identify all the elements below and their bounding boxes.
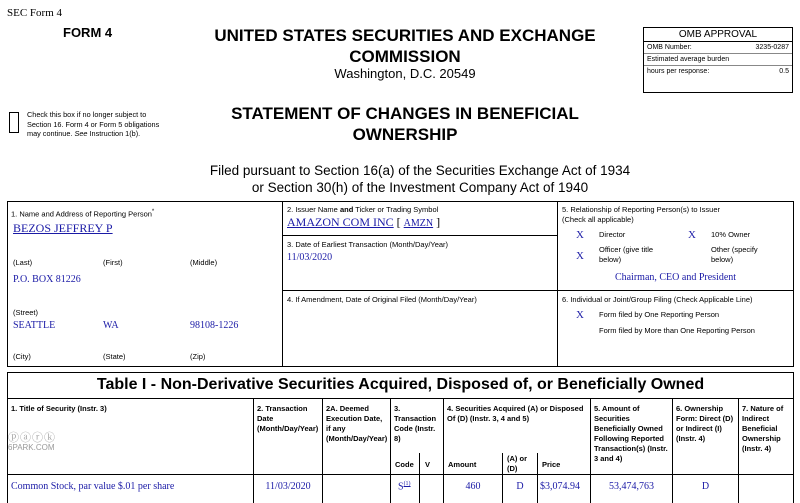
reporting-person-name-link[interactable]: BEZOS JEFFREY P	[13, 221, 113, 235]
director-label: Director	[599, 230, 626, 239]
box5-label: 5. Relationship of Reporting Person(s) to Issuer (Check all applicable)	[562, 205, 720, 224]
row-transaction-date: 11/03/2020	[265, 481, 311, 492]
filed-line-2: or Section 30(h) of the Investment Company Act of 1940	[251, 180, 589, 195]
box3-label: 3. Date of Earliest Transaction (Month/Day/Year)	[287, 240, 449, 249]
officer-label: Officer (give title below)	[599, 245, 654, 264]
col-transaction-code: 3. Transaction Code (Instr. 8)	[394, 404, 437, 443]
grid-line	[7, 366, 794, 367]
street-label: (Street)	[13, 308, 39, 317]
grid-line	[282, 290, 793, 291]
subcol-price: Price	[542, 460, 561, 469]
watermark-text: 6PARK.COM	[8, 443, 55, 452]
officer-mark: X	[576, 250, 584, 262]
col-ownership-form: 6. Ownership Form: Direct (D) or Indirect (I) (Instr. 4)	[676, 404, 734, 443]
commission-line-2: COMMISSION	[349, 47, 461, 66]
city-value: SEATTLE	[13, 320, 56, 331]
director-mark: X	[576, 229, 584, 241]
row-amount: 460	[465, 481, 481, 492]
issuer-line: AMAZON COM INC [ AMZN ]	[287, 215, 441, 229]
subcol-amount: Amount	[448, 460, 477, 469]
zip-value: 98108-1226	[190, 320, 239, 331]
filed-line-1: Filed pursuant to Section 16(a) of the Securities Exchange Act of 1934	[209, 163, 631, 178]
one-person-mark: X	[576, 309, 584, 321]
box1-label: 1. Name and Address of Reporting Person*	[11, 209, 155, 219]
subcol-code: Code	[395, 460, 414, 469]
col-title-of-security: 1. Title of Security (Instr. 3)	[11, 404, 107, 413]
checkbox-note: Check this box if no longer subject to Section 16. Form 4 or Form 5 obligations may continue. See Instruction 1(b).	[27, 110, 160, 139]
col-amount-owned: 5. Amount of Securities Beneficially Owned Following Reported Transaction(s) (Instr. 3 and 4)	[594, 404, 668, 463]
statement-line-2: OWNERSHIP	[352, 125, 458, 144]
statement-line-1: STATEMENT OF CHANGES IN BENEFICIAL	[231, 104, 579, 123]
omb-title: OMB APPROVAL	[644, 28, 792, 42]
more-person-label: Form filed by More than One Reporting Person	[599, 326, 755, 335]
grid-line	[7, 201, 794, 202]
grid-line	[7, 201, 8, 367]
col-transaction-date: 2. Transaction Date (Month/Day/Year)	[257, 404, 319, 433]
commission-title	[180, 25, 630, 67]
last-label: (Last)	[13, 258, 33, 267]
row-amount-owned: 53,474,763	[609, 481, 654, 492]
subcol-v: V	[425, 460, 431, 469]
box2-label: 2. Issuer Name and Ticker or Trading Symbol	[287, 205, 439, 214]
omb-approval-box	[643, 27, 793, 93]
col-sep	[537, 453, 538, 503]
form-title: FORM 4	[63, 25, 113, 40]
state-value: WA	[103, 320, 119, 331]
col-deemed-execution: 2A. Deemed Execution Date, if any (Month/Day/Year)	[326, 404, 388, 443]
watermark-glyphs: ⓟⓐⓡⓚ	[8, 432, 56, 444]
one-person-label: Form filed by One Reporting Person	[599, 310, 720, 319]
grid-line	[557, 201, 558, 367]
row-title-of-security: Common Stock, par value $.01 per share	[11, 481, 175, 492]
row-a-or-d: D	[516, 481, 524, 492]
sec-form-label: SEC Form 4	[7, 7, 63, 19]
row-ownership-form: D	[701, 481, 710, 492]
middle-label: (Middle)	[190, 258, 218, 267]
location: Washington, D.C. 20549	[334, 66, 476, 81]
earliest-transaction-date: 11/03/2020	[287, 252, 333, 263]
city-label: (City)	[13, 352, 31, 361]
grid-line	[282, 235, 557, 236]
footnote-link[interactable]: (1)	[403, 481, 411, 487]
box4-label: 4. If Amendment, Date of Original Filed (Month/Day/Year)	[287, 295, 477, 304]
row-code: $S^{(1)}$	[398, 481, 411, 493]
ten-percent-owner-label: 10% Owner	[711, 230, 751, 239]
officer-title: Chairman, CEO and President	[614, 272, 737, 283]
ticker-link[interactable]: AMZN	[403, 218, 434, 229]
subcol-a-or-d: (A) or (D)	[507, 454, 527, 473]
state-label: (State)	[103, 352, 126, 361]
col-securities-acquired: 4. Securities Acquired (A) or Disposed Of (D) (Instr. 3, 4 and 5)	[447, 404, 584, 423]
col-nature-indirect: 7. Nature of Indirect Beneficial Ownership (Instr. 4)	[742, 404, 784, 453]
col-sep	[322, 398, 323, 503]
first-label: (First)	[103, 258, 123, 267]
col-sep	[502, 453, 503, 503]
street-value: P.O. BOX 81226	[13, 274, 81, 285]
box6-label: 6. Individual or Joint/Group Filing (Check Applicable Line)	[562, 295, 753, 304]
commission-line-1: UNITED STATES SECURITIES AND EXCHANGE	[214, 26, 596, 45]
table-border	[7, 372, 794, 373]
table-line	[7, 398, 794, 399]
table1-title: Table I - Non-Derivative Securities Acquired, Disposed of, or Beneficially Owned	[96, 376, 705, 393]
row-price: $3,074.94	[540, 481, 580, 492]
grid-line	[793, 201, 794, 367]
zip-label: (Zip)	[190, 352, 206, 361]
filed-pursuant	[110, 162, 730, 196]
table-line	[7, 474, 794, 475]
grid-line	[282, 201, 283, 367]
omb-burden-row: Estimated average burden	[644, 54, 792, 66]
no-longer-subject-checkbox[interactable]	[9, 112, 19, 133]
statement-title	[180, 103, 630, 145]
omb-number-row: OMB Number: 3235-0287	[644, 42, 792, 54]
col-sep	[390, 398, 391, 503]
ten-percent-owner-mark: X	[688, 229, 696, 241]
col-sep	[738, 398, 739, 503]
omb-hours-row: hours per response: 0.5	[647, 68, 789, 75]
issuer-name-link[interactable]: AMAZON COM INC	[287, 215, 394, 229]
col-sep	[419, 453, 420, 503]
other-label: Other (specify below)	[711, 245, 758, 264]
